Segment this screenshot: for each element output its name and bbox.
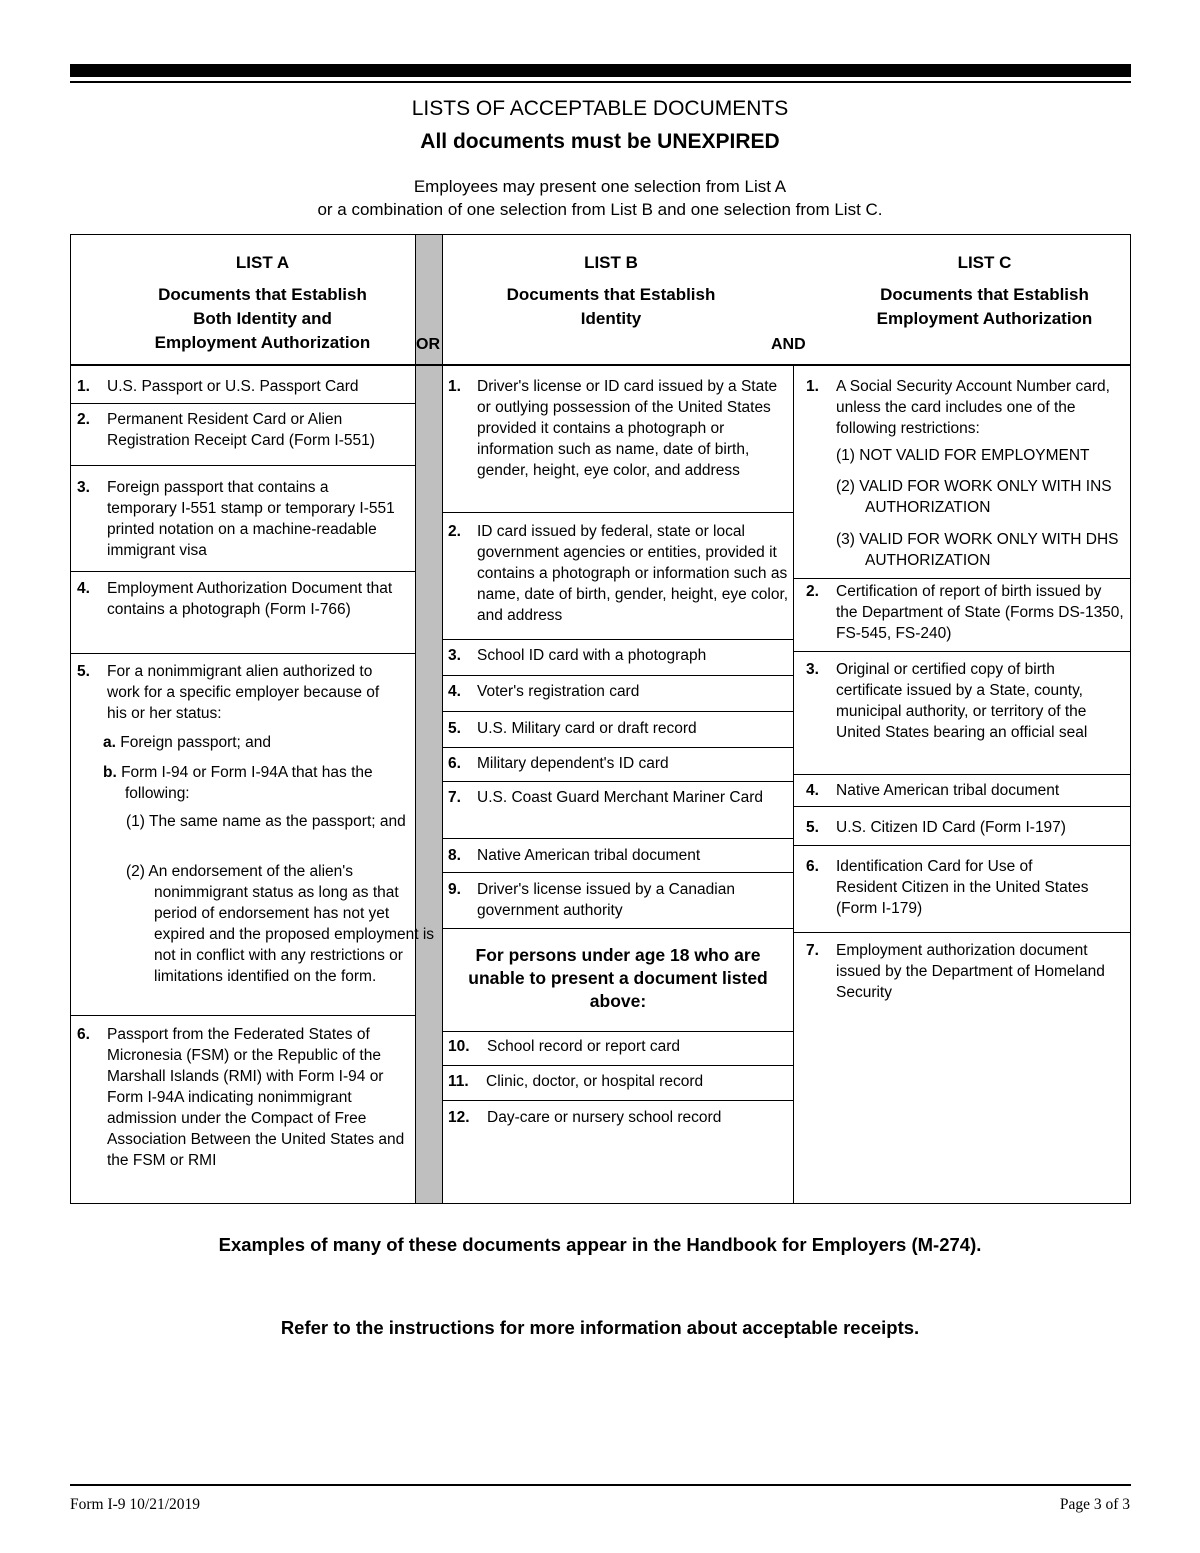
sub-label: (2) [126,863,145,880]
item-number: 11. [448,1073,469,1090]
item-text: A Social Security Account Number card, unless the card includes one of the following restrictions: [836,378,1110,437]
divider [415,235,416,1203]
row-divider [794,806,1130,807]
item-text: Foreign passport that contains a temporary I-551 stamp or temporary I-551 printed notation on a machine-readable immigrant visa [107,479,395,559]
form-id: Form I-9 10/21/2019 [70,1496,201,1513]
list-c-item [806,940,1111,1003]
list-a-heading-3: Employment Authorization [154,333,371,352]
list-c-item [806,376,1124,439]
item-text: U.S. Coast Guard Merchant Mariner Card [477,789,763,806]
item-text: Employment Authorization Document that contains a photograph (Form I-766) [107,580,393,618]
list-b-name: LIST B [584,253,638,272]
list-b-item [448,718,788,739]
header-divider [71,364,1130,366]
list-b-minor-item [448,1036,788,1057]
row-divider [443,747,793,748]
item-text: Voter's registration card [477,683,640,700]
list-b-heading-2: Identity [580,309,642,328]
item-number: 1. [77,378,90,395]
item-number: 1. [448,378,461,395]
item-text: For a nonimmigrant alien authorized to work for a specific employer because of his or her status: [107,663,380,722]
row-divider [443,928,793,929]
restriction-2 [836,476,1145,518]
sub-text: Form I-94 or Form I-94A that has the following: [121,764,373,802]
item-text: Certification of report of birth issued by the Department of State (Forms DS-1350, FS-545, FS-240) [836,583,1124,642]
item-text: School record or report card [487,1038,680,1055]
restriction-1 [836,445,1155,466]
receipts-note: Refer to the instructions for more information about acceptable receipts. [280,1317,920,1338]
item-text: ID card issued by federal, state or local government agencies or entities, provided it contains a photograph or information such as name, date of birth, gender, height, eye color, and address [477,523,789,624]
item-text: U.S. Citizen ID Card (Form I-197) [836,819,1066,836]
row-divider [71,403,416,404]
item-text: Driver's license or ID card issued by a State or outlying possession of the United States provided it contains a photograph or information such as name, date of birth, gender, height, eye color, and address [477,378,778,479]
row-divider [71,571,416,572]
list-b-item [448,376,790,481]
row-divider [443,711,793,712]
item-number: 4. [77,580,90,597]
list-a-item [77,1024,412,1171]
restriction-label: (1) [836,447,855,464]
row-divider [794,651,1130,652]
list-b-header [443,251,779,331]
top-rule-thick [70,64,1131,77]
item-number: 1. [806,378,819,395]
list-c-heading-1: Documents that Establish [880,285,1089,304]
item-number: 6. [77,1026,90,1043]
list-b-item [448,753,788,774]
item-text: Day-care or nursery school record [487,1109,722,1126]
item-text: Native American tribal document [477,847,701,864]
item-text: Original or certified copy of birth certificate issued by a State, county, municipal authority, or territory of the United States bearing an official seal [836,661,1088,741]
row-divider [71,465,416,466]
list-a-sub-item-b [103,762,415,804]
list-a-heading-2: Both Identity and [193,309,332,328]
row-divider [443,838,793,839]
minor-heading: For persons under age 18 who are unable to present a document listed above: [468,945,768,1011]
item-number: 12. [448,1109,470,1126]
list-b-minor-item [448,1071,788,1092]
list-b-item [448,521,791,626]
item-number: 3. [77,479,90,496]
row-divider [71,1015,416,1016]
item-number: 3. [448,647,461,664]
intro-line-2: or a combination of one selection from List B and one selection from List C. [317,200,883,219]
list-c-item [806,856,1096,919]
item-text: U.S. Military card or draft record [477,720,697,737]
item-number: 7. [448,789,461,806]
intro-line-1: Employees may present one selection from List A [413,177,787,196]
sub-text: The same name as the passport; and [148,813,406,830]
item-number: 2. [806,583,819,600]
item-text: Military dependent's ID card [477,755,669,772]
item-number: 10. [448,1038,470,1055]
restriction-text: VALID FOR WORK ONLY WITH INS AUTHORIZATION [859,478,1112,516]
divider [793,366,794,1203]
item-number: 2. [448,523,461,540]
list-a-sub-item-2 [126,861,438,987]
item-text: Passport from the Federated States of Micronesia (FSM) or the Republic of the Marshall Islands (RMI) with Form I-94 or Form I-94A indicating nonimmigrant admission under the Compact of Free Association Between the United States and the FSM or RMI [107,1026,405,1169]
restriction-3 [836,529,1145,571]
item-text: Native American tribal document [836,782,1060,799]
page-subtitle: All documents must be UNEXPIRED [420,130,780,153]
list-b-item [448,681,788,702]
item-number: 6. [448,755,461,772]
list-a-sub-item-1 [126,811,442,832]
divider [442,235,443,1203]
row-divider [443,639,793,640]
item-text: Permanent Resident Card or Alien Registration Receipt Card (Form I-551) [107,411,375,449]
footer-rule [70,1484,1131,1486]
item-number: 4. [448,683,461,700]
list-c-header [842,251,1127,331]
and-label: AND [771,336,806,353]
list-a-name: LIST A [235,253,290,272]
row-divider [71,653,416,654]
list-c-heading-2: Employment Authorization [876,309,1093,328]
row-divider [443,512,793,513]
row-divider [443,675,793,676]
list-a-item [77,409,417,451]
item-number: 9. [448,881,461,898]
list-a-sub-item-a [103,732,403,753]
restriction-label: (3) [836,531,855,548]
item-number: 5. [806,819,819,836]
list-c-item [806,659,1096,743]
item-number: 3. [806,661,819,678]
item-number: 8. [448,847,461,864]
sub-label: a. [103,734,116,751]
row-divider [794,845,1130,846]
list-b-item [448,845,788,866]
or-separator-column [416,235,442,1203]
row-divider [443,1031,793,1032]
row-divider [443,1100,793,1101]
page-number: Page 3 of 3 [1059,1496,1130,1513]
item-number: 7. [806,942,819,959]
list-a-item [77,376,412,397]
list-b-item [448,879,778,921]
or-label: OR [416,336,440,353]
list-a-header [90,251,435,355]
item-number: 5. [77,663,90,680]
list-a-item [77,477,397,561]
restriction-text: VALID FOR WORK ONLY WITH DHS AUTHORIZATION [859,531,1119,569]
sub-text: An endorsement of the alien's nonimmigrant status as long as that period of endorsement has not yet expired and the proposed employment is not in conflict with any restrictions or limitations identified on the form. [148,863,435,985]
list-b-minor-item [448,1107,788,1128]
list-c-item [806,581,1124,644]
sub-label: b. [103,764,117,781]
list-b-heading-1: Documents that Establish [506,285,716,304]
examples-note: Examples of many of these documents appear in the Handbook for Employers (M-274). [218,1234,982,1255]
list-c-item [806,817,1126,838]
item-number: 5. [448,720,461,737]
item-text: Driver's license issued by a Canadian government authority [477,881,735,919]
row-divider [443,1065,793,1066]
list-b-item [448,787,768,808]
sub-text: Foreign passport; and [120,734,272,751]
item-number: 4. [806,782,819,799]
row-divider [794,932,1130,933]
item-text: Clinic, doctor, or hospital record [486,1073,704,1090]
row-divider [794,774,1130,775]
row-divider [443,872,793,873]
item-number: 6. [806,858,819,875]
list-b-item [448,645,788,666]
item-text: Employment authorization document issued by the Department of Homeland Security [836,942,1105,1001]
list-c-item [806,780,1126,801]
item-text: School ID card with a photograph [477,647,707,664]
restriction-label: (2) [836,478,855,495]
row-divider [443,781,793,782]
item-text: U.S. Passport or U.S. Passport Card [107,378,359,395]
sub-label: (1) [126,813,145,830]
item-number: 2. [77,411,90,428]
list-a-heading-1: Documents that Establish [158,285,367,304]
list-c-name: LIST C [957,253,1012,272]
top-rule-thin [70,81,1131,83]
page-title: LISTS OF ACCEPTABLE DOCUMENTS [411,97,789,120]
list-a-item [77,578,407,620]
restriction-text: NOT VALID FOR EMPLOYMENT [859,447,1090,464]
item-text: Identification Card for Use of Resident Citizen in the United States (Form I-179) [836,858,1089,917]
list-a-item [77,661,397,724]
row-divider [794,578,1130,579]
